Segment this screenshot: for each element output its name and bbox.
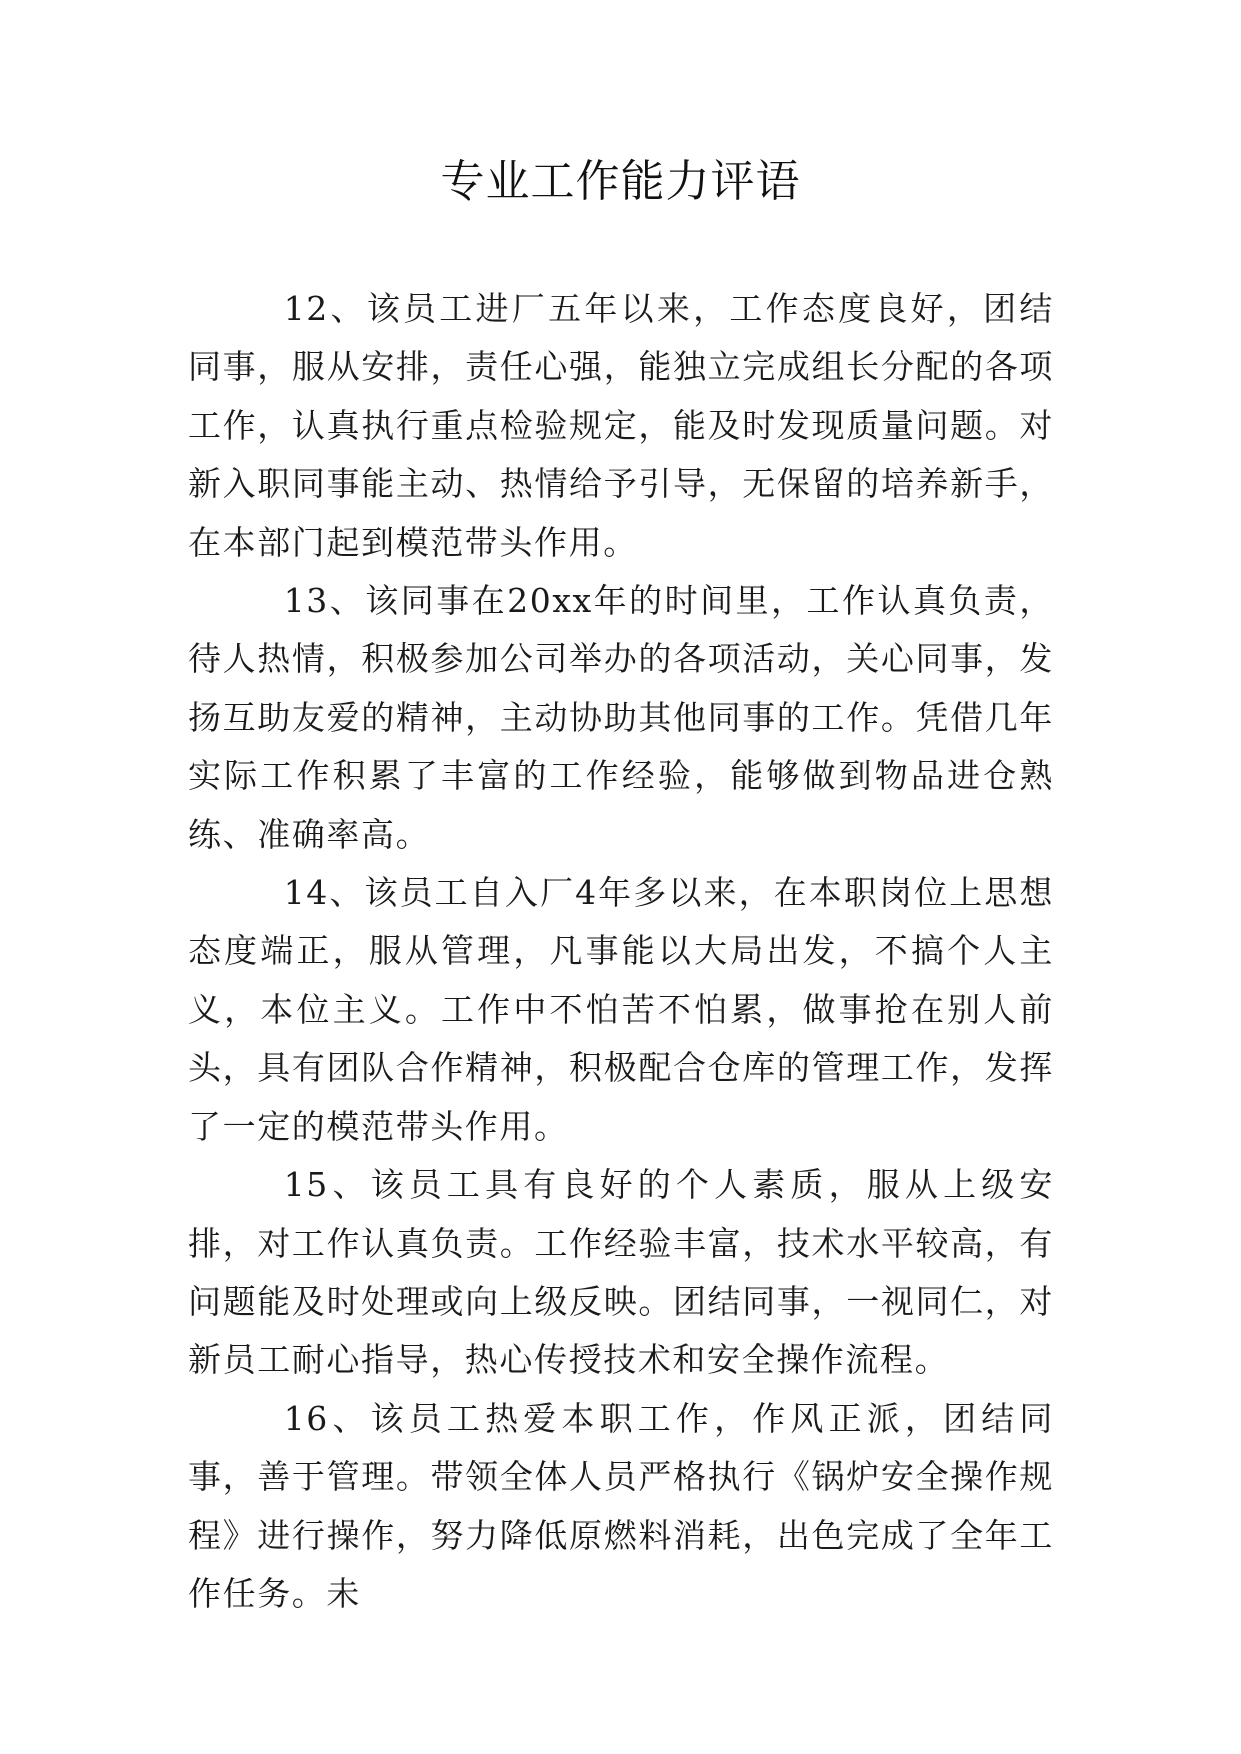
document-body xyxy=(188,280,1054,1623)
paragraph-12: 12、该员工进厂五年以来，工作态度良好，团结同事，服从安排，责任心强，能独立完成组长分配的各项工作，认真执行重点检验规定，能及时发现质量问题。对新入职同事能主动、热情给予引导，无保留的培养新手，在本部门起到模范带头作用。 xyxy=(188,289,1054,562)
paragraph-14: 14、该员工自入厂4年多以来，在本职岗位上思想态度端正，服从管理，凡事能以大局出发，不搞个人主义，本位主义。工作中不怕苦不怕累，做事抢在别人前头，具有团队合作精神，积极配合仓库的管理工作，发挥了一定的模范带头作用。 xyxy=(188,873,1054,1146)
paragraph-15: 15、该员工具有良好的个人素质，服从上级安排，对工作认真负责。工作经验丰富，技术水平较高，有问题能及时处理或向上级反映。团结同事，一视同仁，对新员工耐心指导，热心传授技术和安全操作流程。 xyxy=(188,1165,1054,1380)
paragraph-16: 16、该员工热爱本职工作，作风正派，团结同事，善于管理。带领全体人员严格执行《锅炉安全操作规程》进行操作，努力降低原燃料消耗，出色完成了全年工作任务。未 xyxy=(188,1398,1054,1613)
paragraph-13: 13、该同事在20xx年的时间里，工作认真负责，待人热情，积极参加公司举办的各项活动，关心同事，发扬互助友爱的精神，主动协助其他同事的工作。凭借几年实际工作积累了丰富的工作经验，能够做到物品进仓熟练、准确率高。 xyxy=(188,581,1054,854)
document-title: 专业工作能力评语 xyxy=(440,156,801,207)
